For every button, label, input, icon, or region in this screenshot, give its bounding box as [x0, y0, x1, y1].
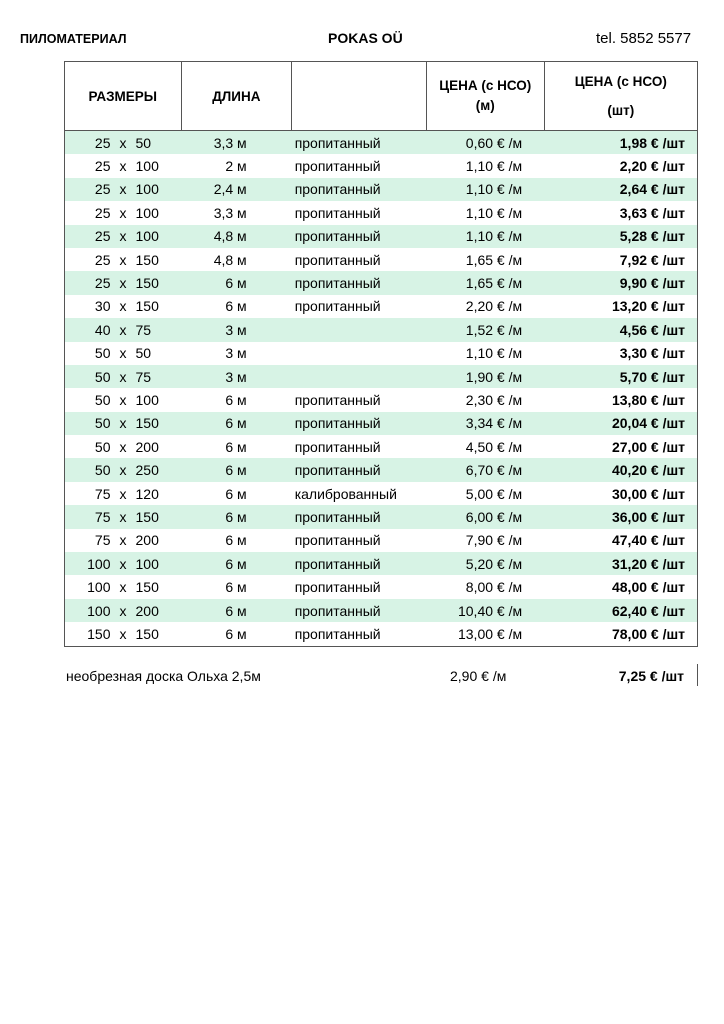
cell-type: пропитанный [294, 508, 381, 525]
cell-length: 6 м [225, 579, 247, 596]
cell-size [65, 131, 182, 155]
header-company-name: POKAS OÜ [328, 30, 403, 46]
table-row [65, 131, 698, 155]
cell-price-per-meter: 1,10 € /м [465, 204, 523, 221]
size-width: 150 [87, 625, 111, 642]
cell-price-per-meter: 3,34 € /м [465, 415, 523, 432]
cell-price-per-piece: 2,64 € /шт [619, 181, 685, 198]
cell-type: пропитанный [294, 251, 381, 268]
cell-price-per-piece: 2,20 € /шт [619, 158, 685, 175]
cell-price-per-piece: 62,40 € /шт [611, 602, 685, 619]
cell-price-per-meter: 1,10 € /м [465, 181, 523, 198]
cell-price-per-meter: 6,70 € /м [465, 462, 523, 479]
size-width: 75 [94, 508, 111, 525]
price-table [64, 61, 698, 647]
extra-row-divider [697, 664, 698, 686]
size-width: 100 [87, 602, 111, 619]
table-row [65, 552, 698, 575]
table-row [65, 529, 698, 552]
size-separator: x [119, 438, 127, 455]
size-width: 25 [94, 158, 111, 175]
cell-price-per-piece: 78,00 € /шт [611, 625, 685, 642]
cell-length: 2 м [225, 158, 247, 175]
size-separator: x [119, 204, 127, 221]
size-separator: x [119, 579, 127, 596]
cell-size [65, 575, 182, 598]
cell-size [65, 458, 182, 481]
cell-type [292, 318, 427, 341]
size-width: 100 [87, 555, 111, 572]
cell-size [65, 154, 182, 177]
size-width: 25 [94, 204, 111, 221]
column-header-length: ДЛИНА [181, 62, 292, 131]
size-height: 100 [135, 181, 159, 198]
table-row [65, 388, 698, 411]
cell-type: пропитанный [294, 298, 381, 315]
cell-price-per-piece: 13,80 € /шт [611, 391, 685, 408]
cell-price-per-piece: 20,04 € /шт [611, 415, 685, 432]
cell-length: 6 м [225, 391, 247, 408]
size-separator: x [119, 298, 127, 315]
cell-type: пропитанный [294, 228, 381, 245]
cell-type [292, 342, 427, 365]
size-separator: x [119, 158, 127, 175]
size-height: 75 [135, 321, 152, 338]
size-height: 100 [135, 204, 159, 221]
cell-price-per-piece: 1,98 € /шт [619, 134, 685, 151]
cell-price-per-meter: 1,65 € /м [465, 251, 523, 268]
table-row [65, 248, 698, 271]
cell-price-per-meter: 5,20 € /м [465, 555, 523, 572]
cell-length: 6 м [225, 485, 247, 502]
cell-size [65, 529, 182, 552]
cell-size [65, 178, 182, 201]
cell-price-per-meter: 10,40 € /м [457, 602, 523, 619]
cell-type: пропитанный [294, 415, 381, 432]
cell-size [65, 622, 182, 646]
cell-length: 3 м [225, 345, 247, 362]
table-row [65, 365, 698, 388]
size-separator: x [119, 555, 127, 572]
table-row [65, 201, 698, 224]
size-height: 150 [135, 508, 159, 525]
size-width: 75 [94, 485, 111, 502]
size-height: 150 [135, 251, 159, 268]
cell-type: пропитанный [294, 625, 381, 642]
extra-item-row [66, 664, 698, 688]
cell-length: 3,3 м [213, 204, 247, 221]
size-separator: x [119, 415, 127, 432]
cell-price-per-meter: 1,52 € /м [465, 321, 523, 338]
size-height: 100 [135, 228, 159, 245]
cell-type: пропитанный [294, 204, 381, 221]
size-height: 50 [135, 345, 152, 362]
cell-price-per-piece: 4,56 € /шт [619, 321, 685, 338]
cell-length: 6 м [225, 602, 247, 619]
size-width: 25 [94, 251, 111, 268]
cell-size [65, 505, 182, 528]
cell-price-per-piece: 36,00 € /шт [611, 508, 685, 525]
size-width: 25 [94, 181, 111, 198]
cell-price-per-piece: 48,00 € /шт [611, 579, 685, 596]
size-height: 200 [135, 532, 159, 549]
table-row [65, 342, 698, 365]
extra-item-price-per-meter: 2,90 € /м [450, 668, 507, 684]
cell-type: пропитанный [294, 579, 381, 596]
size-height: 200 [135, 438, 159, 455]
cell-price-per-meter: 8,00 € /м [465, 579, 523, 596]
cell-type [292, 365, 427, 388]
table-row [65, 505, 698, 528]
size-separator: x [119, 321, 127, 338]
cell-price-per-piece: 13,20 € /шт [611, 298, 685, 315]
cell-price-per-meter: 2,20 € /м [465, 298, 523, 315]
cell-size [65, 435, 182, 458]
cell-type: пропитанный [294, 532, 381, 549]
size-height: 150 [135, 415, 159, 432]
cell-type: калиброванный [294, 485, 397, 502]
cell-price-per-piece: 30,00 € /шт [611, 485, 685, 502]
cell-size [65, 552, 182, 575]
table-row [65, 482, 698, 505]
size-width: 50 [94, 368, 111, 385]
cell-size [65, 412, 182, 435]
table-row [65, 622, 698, 646]
cell-size [65, 342, 182, 365]
extra-item-label: необрезная доска Ольха 2,5м [66, 668, 261, 684]
cell-size [65, 318, 182, 341]
size-height: 250 [135, 462, 159, 479]
cell-length: 6 м [225, 508, 247, 525]
table-row [65, 271, 698, 294]
extra-item-price-per-piece: 7,25 € /шт [618, 668, 684, 684]
size-separator: x [119, 368, 127, 385]
column-header-type [292, 62, 427, 131]
header-phone: tel. 5852 5577 [596, 30, 692, 47]
cell-price-per-meter: 2,30 € /м [465, 391, 523, 408]
table-row [65, 599, 698, 622]
cell-price-per-piece: 5,28 € /шт [619, 228, 685, 245]
size-height: 150 [135, 579, 159, 596]
cell-price-per-piece: 3,63 € /шт [619, 204, 685, 221]
cell-price-per-piece: 47,40 € /шт [611, 532, 685, 549]
column-header-price-per-meter: ЦЕНА (с НСО) (м) [426, 62, 544, 131]
size-width: 50 [94, 391, 111, 408]
size-width: 50 [94, 345, 111, 362]
cell-size [65, 248, 182, 271]
cell-type: пропитанный [294, 462, 381, 479]
table-row [65, 154, 698, 177]
size-separator: x [119, 391, 127, 408]
size-separator: x [119, 134, 127, 151]
size-width: 50 [94, 462, 111, 479]
cell-price-per-meter: 1,65 € /м [465, 275, 523, 292]
cell-price-per-piece: 40,20 € /шт [611, 462, 685, 479]
size-height: 120 [135, 485, 159, 502]
column-header-price-per-piece: ЦЕНА (с НСО) (шт) [544, 62, 697, 131]
table-row [65, 178, 698, 201]
cell-price-per-piece: 27,00 € /шт [611, 438, 685, 455]
size-separator: x [119, 532, 127, 549]
size-height: 150 [135, 298, 159, 315]
size-width: 25 [94, 134, 111, 151]
cell-price-per-meter: 1,90 € /м [465, 368, 523, 385]
cell-length: 6 м [225, 415, 247, 432]
size-width: 100 [87, 579, 111, 596]
cell-size [65, 225, 182, 248]
table-row [65, 575, 698, 598]
size-height: 75 [135, 368, 152, 385]
table-row [65, 295, 698, 318]
cell-length: 6 м [225, 298, 247, 315]
cell-length: 6 м [225, 555, 247, 572]
cell-length: 6 м [225, 625, 247, 642]
size-width: 25 [94, 275, 111, 292]
size-separator: x [119, 181, 127, 198]
cell-price-per-meter: 13,00 € /м [457, 625, 523, 642]
cell-price-per-piece: 5,70 € /шт [619, 368, 685, 385]
cell-length: 6 м [225, 275, 247, 292]
cell-price-per-meter: 1,10 € /м [465, 228, 523, 245]
cell-price-per-piece: 3,30 € /шт [619, 345, 685, 362]
cell-length: 4,8 м [213, 228, 247, 245]
size-separator: x [119, 345, 127, 362]
size-height: 100 [135, 391, 159, 408]
cell-size [65, 482, 182, 505]
size-height: 150 [135, 625, 159, 642]
cell-type: пропитанный [294, 391, 381, 408]
cell-type: пропитанный [294, 602, 381, 619]
cell-size [65, 388, 182, 411]
size-separator: x [119, 275, 127, 292]
size-separator: x [119, 625, 127, 642]
header-left-title: ПИЛОМАТЕРИАЛ [20, 32, 127, 46]
cell-size [65, 365, 182, 388]
size-height: 100 [135, 555, 159, 572]
cell-length: 6 м [225, 438, 247, 455]
cell-type: пропитанный [294, 275, 381, 292]
cell-length: 2,4 м [213, 181, 247, 198]
size-height: 50 [135, 134, 152, 151]
column-header-size: РАЗМЕРЫ [65, 62, 182, 131]
size-separator: x [119, 508, 127, 525]
table-header-row [65, 62, 698, 131]
size-separator: x [119, 602, 127, 619]
cell-type: пропитанный [294, 158, 381, 175]
cell-price-per-meter: 1,10 € /м [465, 345, 523, 362]
cell-size [65, 271, 182, 294]
table-row [65, 435, 698, 458]
cell-price-per-piece: 9,90 € /шт [619, 275, 685, 292]
size-separator: x [119, 485, 127, 502]
cell-length: 4,8 м [213, 251, 247, 268]
cell-price-per-meter: 5,00 € /м [465, 485, 523, 502]
cell-length: 3 м [225, 368, 247, 385]
cell-type: пропитанный [294, 438, 381, 455]
cell-size [65, 201, 182, 224]
cell-price-per-piece: 7,92 € /шт [619, 251, 685, 268]
cell-length: 6 м [225, 532, 247, 549]
size-height: 200 [135, 602, 159, 619]
size-width: 50 [94, 415, 111, 432]
size-separator: x [119, 251, 127, 268]
table-row [65, 225, 698, 248]
cell-size [65, 599, 182, 622]
cell-type: пропитанный [294, 181, 381, 198]
cell-price-per-meter: 1,10 € /м [465, 158, 523, 175]
size-width: 50 [94, 438, 111, 455]
cell-price-per-meter: 6,00 € /м [465, 508, 523, 525]
size-width: 25 [94, 228, 111, 245]
size-height: 150 [135, 275, 159, 292]
cell-type: пропитанный [294, 555, 381, 572]
cell-price-per-meter: 7,90 € /м [465, 532, 523, 549]
size-separator: x [119, 228, 127, 245]
cell-length: 6 м [225, 462, 247, 479]
size-width: 75 [94, 532, 111, 549]
cell-length: 3 м [225, 321, 247, 338]
size-height: 100 [135, 158, 159, 175]
cell-type: пропитанный [294, 134, 381, 151]
table-row [65, 318, 698, 341]
cell-size [65, 295, 182, 318]
size-separator: x [119, 462, 127, 479]
cell-price-per-piece: 31,20 € /шт [611, 555, 685, 572]
cell-price-per-meter: 4,50 € /м [465, 438, 523, 455]
size-width: 40 [94, 321, 111, 338]
cell-length: 3,3 м [213, 134, 247, 151]
table-row [65, 458, 698, 481]
cell-price-per-meter: 0,60 € /м [465, 134, 523, 151]
size-width: 30 [94, 298, 111, 315]
table-row [65, 412, 698, 435]
